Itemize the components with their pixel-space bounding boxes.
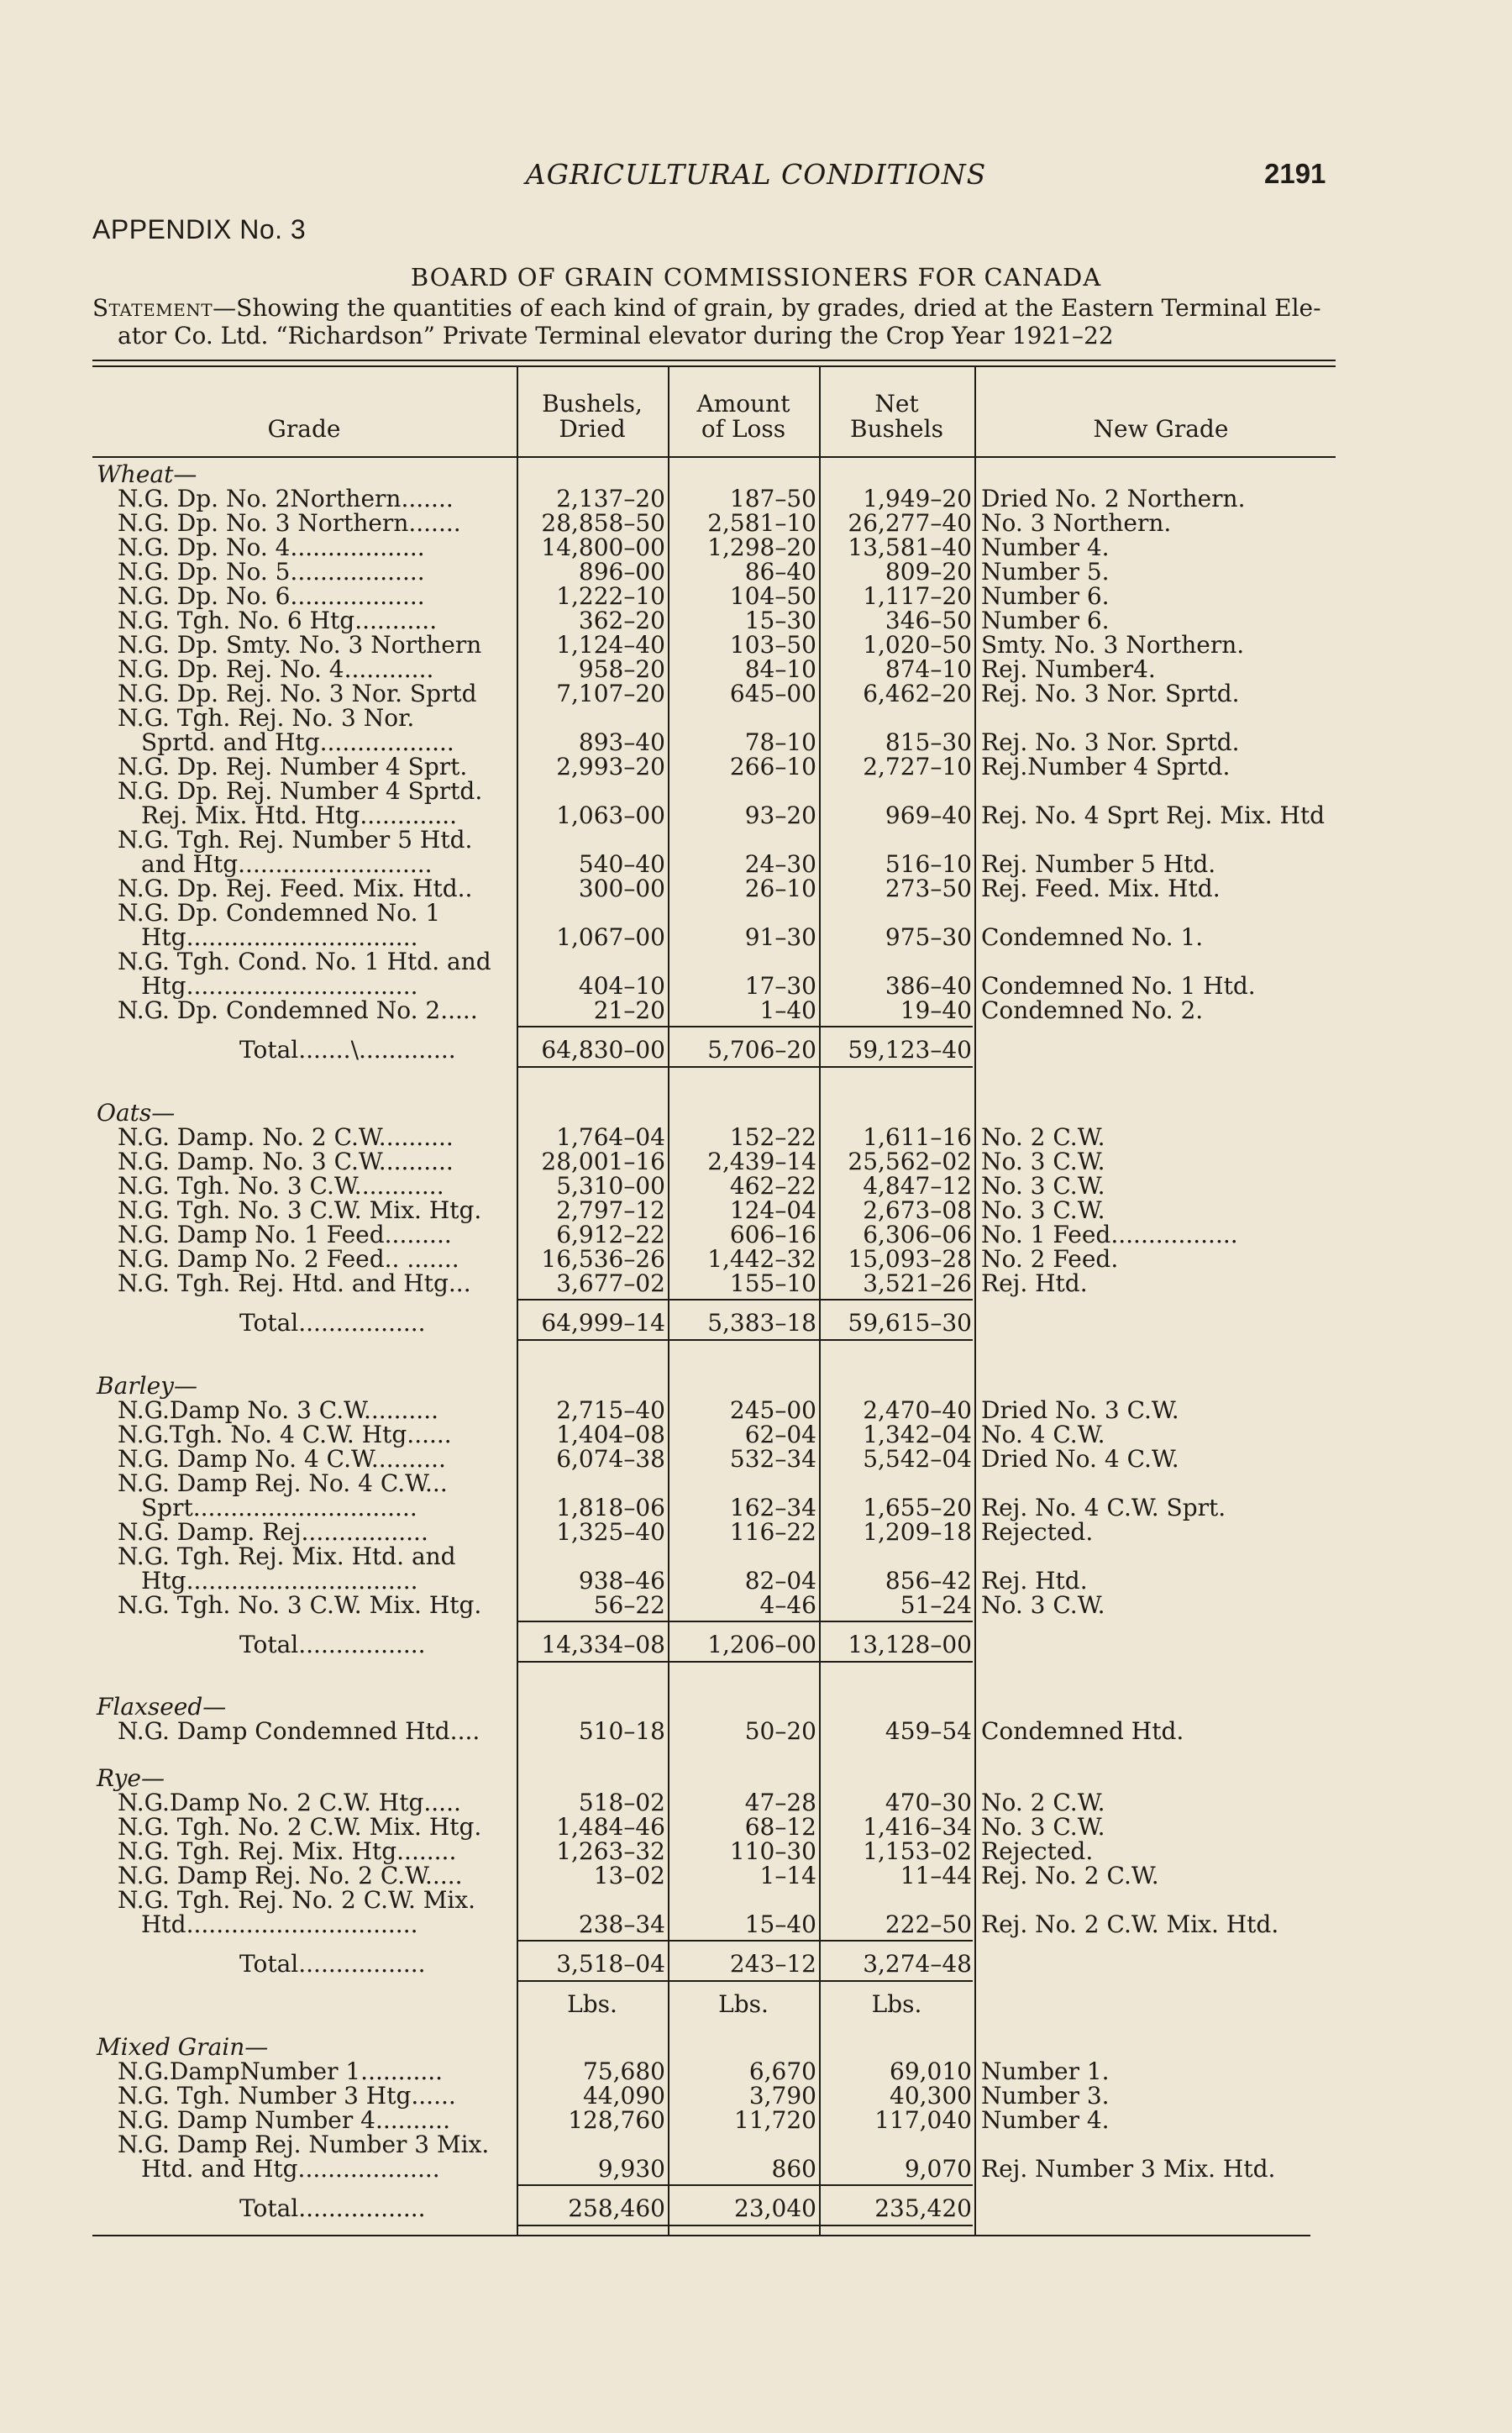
unit-label-net: Lbs. bbox=[871, 1990, 922, 2018]
bushels-dried-value: 300–00 bbox=[578, 875, 665, 902]
new-grade-value: No. 2 C.W. bbox=[981, 1123, 1105, 1151]
bushels-dried-value: 28,858–50 bbox=[541, 509, 665, 537]
grade-name-continued: Rej. Mix. Htd. Htg............. bbox=[141, 801, 458, 829]
grade-name: N.G. Dp. Rej. No. 3 Nor. Sprtd bbox=[118, 680, 477, 707]
new-grade-value: Condemned Htd. bbox=[981, 1717, 1184, 1745]
amount-loss-value: 26–10 bbox=[744, 875, 816, 902]
net-bushels-value: 346–50 bbox=[885, 607, 972, 634]
bushels-dried-value: 938–46 bbox=[578, 1567, 665, 1595]
amount-loss-value: 78–10 bbox=[744, 728, 816, 756]
bushels-dried-value: 1,263–32 bbox=[556, 1837, 665, 1865]
new-grade-value: No. 3 C.W. bbox=[981, 1813, 1105, 1841]
amount-loss-value: 11,720 bbox=[734, 2106, 816, 2134]
grade-name: N.G. Tgh. Rej. No. 3 Nor. bbox=[118, 704, 415, 732]
amount-loss-value: 2,581–10 bbox=[707, 509, 816, 537]
net-bushels-value: 1,209–18 bbox=[863, 1518, 972, 1546]
oats-total-rule bbox=[518, 1299, 973, 1301]
net-bushels-value: 117,040 bbox=[874, 2106, 972, 2134]
unit-label-dried: Lbs. bbox=[567, 1990, 617, 2018]
grade-name: N.G. Damp. Rej................. bbox=[118, 1518, 428, 1546]
amount-loss-value: 1,298–20 bbox=[707, 533, 816, 561]
new-grade-value: Rej. Htd. bbox=[981, 1269, 1088, 1297]
bushels-dried-value: 9,930 bbox=[597, 2155, 665, 2183]
amount-loss-value: 84–10 bbox=[744, 655, 816, 683]
grade-name: N.G. Damp No. 1 Feed......... bbox=[118, 1221, 452, 1248]
new-grade-value: Rej. No. 4 C.W. Sprt. bbox=[981, 1494, 1226, 1521]
net-bushels-value: 1,949–20 bbox=[863, 485, 972, 512]
net-bushels-value: 874–10 bbox=[885, 655, 972, 683]
grade-name: N.G. Tgh. Rej. No. 2 C.W. Mix. bbox=[118, 1886, 476, 1914]
wheat-total-bottom-rule bbox=[518, 1066, 973, 1068]
bushels-dried-value: 128,760 bbox=[568, 2106, 665, 2134]
amount-loss-value: 3,790 bbox=[748, 2082, 816, 2110]
amount-loss-value: 103–50 bbox=[729, 631, 816, 659]
bushels-dried-value: 1,067–00 bbox=[556, 923, 665, 951]
statement-caption bbox=[92, 294, 1344, 349]
wheat-total-label: Total.......\............. bbox=[239, 1036, 456, 1064]
bushels-dried-value: 1,818–06 bbox=[556, 1494, 665, 1521]
amount-loss-value: 645–00 bbox=[729, 680, 816, 707]
mixed-total-loss: 23,040 bbox=[734, 2194, 816, 2222]
grade-name-continued: and Htg.......................... bbox=[141, 850, 433, 878]
grade-name: N.G. Tgh. No. 3 C.W............ bbox=[118, 1172, 444, 1200]
bushels-dried-value: 2,993–20 bbox=[556, 753, 665, 780]
net-bushels-value: 273–50 bbox=[885, 875, 972, 902]
table-bottom-rule bbox=[92, 2235, 1310, 2236]
new-grade-value: Rej. No. 3 Nor. Sprtd. bbox=[981, 680, 1240, 707]
bushels-dried-value: 1,124–40 bbox=[556, 631, 665, 659]
grade-name: N.G.Damp No. 2 C.W. Htg..... bbox=[118, 1789, 461, 1816]
new-grade-value: Rej.Number 4 Sprtd. bbox=[981, 753, 1231, 780]
grade-name: N.G. Tgh. No. 3 C.W. Mix. Htg. bbox=[118, 1196, 482, 1224]
new-grade-value: No. 3 Northern. bbox=[981, 509, 1172, 537]
grade-name: N.G. Tgh. No. 3 C.W. Mix. Htg. bbox=[118, 1591, 482, 1619]
wheat-section-heading: Wheat— bbox=[97, 460, 197, 488]
amount-loss-value: 152–22 bbox=[729, 1123, 816, 1151]
amount-loss-value: 532–34 bbox=[729, 1445, 816, 1473]
net-bushels-header bbox=[821, 391, 973, 442]
new-grade-value: Condemned No. 1. bbox=[981, 923, 1204, 951]
bushels-dried-value: 16,536–26 bbox=[541, 1245, 665, 1273]
bushels-dried-value: 56–22 bbox=[593, 1591, 665, 1619]
grade-name: N.G. Dp. No. 3 Northern....... bbox=[118, 509, 461, 537]
net-bushels-header-line-1: Net bbox=[874, 390, 919, 418]
grade-name: N.G. Damp. No. 2 C.W.......... bbox=[118, 1123, 454, 1151]
net-bushels-value: 51–24 bbox=[900, 1591, 972, 1619]
grade-name-continued: Sprt.............................. bbox=[141, 1494, 417, 1521]
new-grade-value: Number 4. bbox=[981, 533, 1110, 561]
net-bushels-value: 975–30 bbox=[885, 923, 972, 951]
amount-loss-value: 24–30 bbox=[744, 850, 816, 878]
net-bushels-value: 470–30 bbox=[885, 1789, 972, 1816]
net-bushels-value: 5,542–04 bbox=[863, 1445, 972, 1473]
grade-name: N.G. Damp Number 4.......... bbox=[118, 2106, 450, 2134]
grade-name: N.G. Damp Rej. No. 2 C.W..... bbox=[118, 1862, 463, 1889]
bushels-dried-value: 44,090 bbox=[583, 2082, 665, 2110]
net-bushels-header-line-2: Bushels bbox=[850, 415, 943, 443]
net-bushels-value: 1,153–02 bbox=[863, 1837, 972, 1865]
amount-loss-value: 82–04 bbox=[744, 1567, 816, 1595]
unit-label-loss: Lbs. bbox=[718, 1990, 769, 2018]
oats-total-label: Total................. bbox=[239, 1309, 426, 1337]
oats-section-heading: Oats— bbox=[97, 1099, 176, 1127]
amount-loss-value: 15–30 bbox=[744, 607, 816, 634]
amount-loss-value: 4–46 bbox=[759, 1591, 816, 1619]
amount-loss-value: 155–10 bbox=[729, 1269, 816, 1297]
oats-total-bottom-rule bbox=[518, 1339, 973, 1341]
grade-column-header: Grade bbox=[267, 415, 341, 443]
grade-name: N.G. Tgh. Rej. Mix. Htg........ bbox=[118, 1837, 457, 1865]
grade-name: N.G. Damp Rej. No. 4 C.W... bbox=[118, 1469, 448, 1497]
grade-name: N.G. Damp No. 2 Feed.. ....... bbox=[118, 1245, 459, 1273]
new-grade-value: Rejected. bbox=[981, 1518, 1094, 1546]
net-bushels-value: 9,070 bbox=[904, 2155, 972, 2183]
bushels-dried-value: 28,001–16 bbox=[541, 1148, 665, 1175]
barley-total-net: 13,128–00 bbox=[848, 1631, 972, 1658]
rye-total-label: Total................. bbox=[239, 1950, 426, 1978]
new-grade-value: No. 3 C.W. bbox=[981, 1172, 1105, 1200]
statement-lead: Statement bbox=[92, 294, 213, 322]
appendix-label: APPENDIX No. 3 bbox=[92, 214, 307, 244]
table-top-rule bbox=[92, 360, 1336, 361]
amount-loss-header-line-1: Amount bbox=[696, 390, 790, 418]
amount-loss-value: 606–16 bbox=[729, 1221, 816, 1248]
running-title: AGRICULTURAL CONDITIONS bbox=[525, 158, 987, 191]
mixed-total-net: 235,420 bbox=[874, 2194, 972, 2222]
new-grade-value: No. 3 C.W. bbox=[981, 1591, 1105, 1619]
bushels-dried-value: 14,800–00 bbox=[541, 533, 665, 561]
bushels-dried-value: 5,310–00 bbox=[556, 1172, 665, 1200]
new-grade-value: Rej. Number4. bbox=[981, 655, 1156, 683]
statement-line-2: ator Co. Ltd. “Richardson” Private Terminal elevator during the Crop Year 1921–22 bbox=[118, 322, 1114, 349]
new-grade-value: Smty. No. 3 Northern. bbox=[981, 631, 1245, 659]
rye-total-dried: 3,518–04 bbox=[556, 1950, 665, 1978]
oats-total-dried: 64,999–14 bbox=[541, 1309, 665, 1337]
amount-loss-value: 1–14 bbox=[759, 1862, 816, 1889]
bushels-dried-value: 75,680 bbox=[583, 2057, 665, 2085]
mixed-total-rule bbox=[518, 2184, 973, 2186]
barley-total-rule bbox=[518, 1621, 973, 1622]
net-bushels-value: 6,462–20 bbox=[863, 680, 972, 707]
board-title: BOARD OF GRAIN COMMISSIONERS FOR CANADA bbox=[410, 263, 1102, 292]
new-grade-value: No. 3 C.W. bbox=[981, 1196, 1105, 1224]
new-grade-header: New Grade bbox=[1093, 415, 1229, 443]
net-bushels-value: 1,342–04 bbox=[863, 1421, 972, 1448]
new-grade-value: Number 6. bbox=[981, 607, 1110, 634]
grade-name: N.G. Tgh. Rej. Htd. and Htg... bbox=[118, 1269, 471, 1297]
net-bushels-value: 1,020–50 bbox=[863, 631, 972, 659]
new-grade-value: Rej. No. 2 C.W. Mix. Htd. bbox=[981, 1910, 1279, 1938]
bushels-dried-value: 1,404–08 bbox=[556, 1421, 665, 1448]
rye-total-net: 3,274–48 bbox=[863, 1950, 972, 1978]
new-grade-value: No. 3 C.W. bbox=[981, 1148, 1105, 1175]
bushels-dried-value: 893–40 bbox=[578, 728, 665, 756]
bushels-dried-header-line-2: Dried bbox=[559, 415, 626, 443]
new-grade-value: Dried No. 4 C.W. bbox=[981, 1445, 1179, 1473]
column-divider-4 bbox=[974, 367, 976, 2235]
new-grade-value: No. 1 Feed................. bbox=[981, 1221, 1238, 1248]
barley-section-heading: Barley— bbox=[97, 1372, 197, 1400]
new-grade-value: Dried No. 2 Northern. bbox=[981, 485, 1246, 512]
amount-loss-header-line-2: of Loss bbox=[701, 415, 786, 443]
grade-name: N.G. Dp. No. 5.................. bbox=[118, 558, 425, 586]
grade-name: N.G. Tgh. Number 3 Htg...... bbox=[118, 2082, 456, 2110]
new-grade-value: Rej. No. 3 Nor. Sprtd. bbox=[981, 728, 1240, 756]
bushels-dried-value: 1,222–10 bbox=[556, 582, 665, 610]
grade-name: N.G. Tgh. Rej. Mix. Htd. and bbox=[118, 1542, 456, 1570]
net-bushels-value: 2,727–10 bbox=[863, 753, 972, 780]
rye-section-heading: Rye— bbox=[97, 1764, 165, 1792]
bushels-dried-value: 6,912–22 bbox=[556, 1221, 665, 1248]
bushels-dried-header bbox=[518, 391, 666, 442]
amount-loss-value: 162–34 bbox=[729, 1494, 816, 1521]
net-bushels-value: 15,093–28 bbox=[848, 1245, 972, 1273]
bushels-dried-value: 1,325–40 bbox=[556, 1518, 665, 1546]
grade-name-continued: Htg............................... bbox=[141, 1567, 418, 1595]
net-bushels-value: 1,611–16 bbox=[863, 1123, 972, 1151]
net-bushels-value: 459–54 bbox=[885, 1717, 972, 1745]
grade-name: N.G. Tgh. Cond. No. 1 Htd. and bbox=[118, 948, 491, 975]
new-grade-value: Condemned No. 2. bbox=[981, 996, 1204, 1024]
net-bushels-value: 26,277–40 bbox=[848, 509, 972, 537]
net-bushels-value: 2,673–08 bbox=[863, 1196, 972, 1224]
amount-loss-value: 6,670 bbox=[748, 2057, 816, 2085]
grade-name-continued: Htd. and Htg................... bbox=[141, 2155, 440, 2183]
new-grade-value: No. 4 C.W. bbox=[981, 1421, 1105, 1448]
new-grade-value: Number 4. bbox=[981, 2106, 1110, 2134]
flaxseed-section-heading: Flaxseed— bbox=[97, 1693, 227, 1721]
grade-name: N.G. Dp. No. 6.................. bbox=[118, 582, 425, 610]
grade-name: N.G.Tgh. No. 4 C.W. Htg...... bbox=[118, 1421, 452, 1448]
rye-total-rule bbox=[518, 1940, 973, 1942]
amount-loss-value: 68–12 bbox=[744, 1813, 816, 1841]
header-bottom-rule bbox=[92, 456, 1336, 458]
amount-loss-value: 93–20 bbox=[744, 801, 816, 829]
net-bushels-value: 4,847–12 bbox=[863, 1172, 972, 1200]
amount-loss-value: 62–04 bbox=[744, 1421, 816, 1448]
amount-loss-value: 15–40 bbox=[744, 1910, 816, 1938]
bushels-dried-value: 896–00 bbox=[578, 558, 665, 586]
mixed-total-bottom-rule bbox=[518, 2225, 973, 2226]
net-bushels-value: 25,562–02 bbox=[848, 1148, 972, 1175]
grade-name-continued: Htd............................... bbox=[141, 1910, 418, 1938]
net-bushels-value: 6,306–06 bbox=[863, 1221, 972, 1248]
bushels-dried-value: 1,063–00 bbox=[556, 801, 665, 829]
grade-name: N.G. Tgh. No. 2 C.W. Mix. Htg. bbox=[118, 1813, 482, 1841]
amount-loss-value: 245–00 bbox=[729, 1396, 816, 1424]
net-bushels-value: 11–44 bbox=[900, 1862, 972, 1889]
amount-loss-value: 110–30 bbox=[729, 1837, 816, 1865]
bushels-dried-value: 1,484–46 bbox=[556, 1813, 665, 1841]
grade-name: N.G.Damp No. 3 C.W.......... bbox=[118, 1396, 438, 1424]
bushels-dried-value: 21–20 bbox=[593, 996, 665, 1024]
new-grade-value: Rej. No. 2 C.W. bbox=[981, 1862, 1159, 1889]
net-bushels-value: 222–50 bbox=[885, 1910, 972, 1938]
table-top-rule-2 bbox=[92, 365, 1336, 367]
amount-loss-value: 1–40 bbox=[759, 996, 816, 1024]
page-number: 2191 bbox=[1264, 158, 1326, 189]
net-bushels-value: 809–20 bbox=[885, 558, 972, 586]
net-bushels-value: 1,117–20 bbox=[863, 582, 972, 610]
net-bushels-value: 40,300 bbox=[890, 2082, 972, 2110]
barley-total-dried: 14,334–08 bbox=[541, 1631, 665, 1658]
amount-loss-value: 91–30 bbox=[744, 923, 816, 951]
bushels-dried-value: 7,107–20 bbox=[556, 680, 665, 707]
amount-loss-value: 104–50 bbox=[729, 582, 816, 610]
bushels-dried-value: 1,764–04 bbox=[556, 1123, 665, 1151]
rye-total-loss: 243–12 bbox=[729, 1950, 816, 1978]
amount-loss-value: 860 bbox=[771, 2155, 816, 2183]
bushels-dried-value: 510–18 bbox=[578, 1717, 665, 1745]
grade-name: N.G. Dp. Condemned No. 1 bbox=[118, 899, 441, 927]
grade-name-continued: Htg............................... bbox=[141, 923, 418, 951]
bushels-dried-value: 958–20 bbox=[578, 655, 665, 683]
amount-loss-value: 47–28 bbox=[744, 1789, 816, 1816]
amount-loss-value: 116–22 bbox=[729, 1518, 816, 1546]
bushels-dried-value: 2,715–40 bbox=[556, 1396, 665, 1424]
new-grade-value: Rej. No. 4 Sprt Rej. Mix. Htd bbox=[981, 801, 1326, 829]
wheat-total-dried: 64,830–00 bbox=[541, 1036, 665, 1064]
grade-name-continued: Htg............................... bbox=[141, 972, 418, 1000]
new-grade-value: Rej. Feed. Mix. Htd. bbox=[981, 875, 1221, 902]
grade-name-continued: Sprtd. and Htg.................. bbox=[141, 728, 454, 756]
new-grade-value: Number 5. bbox=[981, 558, 1110, 586]
grade-name: N.G. Damp No. 4 C.W.......... bbox=[118, 1445, 446, 1473]
amount-loss-value: 462–22 bbox=[729, 1172, 816, 1200]
amount-loss-value: 1,442–32 bbox=[707, 1245, 816, 1273]
amount-loss-value: 187–50 bbox=[729, 485, 816, 512]
grade-name: N.G. Damp Condemned Htd.... bbox=[118, 1717, 480, 1745]
bushels-dried-value: 362–20 bbox=[578, 607, 665, 634]
grade-name: N.G. Dp. Condemned No. 2..... bbox=[118, 996, 478, 1024]
net-bushels-value: 1,655–20 bbox=[863, 1494, 972, 1521]
bushels-dried-value: 540–40 bbox=[578, 850, 665, 878]
bushels-dried-value: 2,137–20 bbox=[556, 485, 665, 512]
amount-loss-value: 124–04 bbox=[729, 1196, 816, 1224]
bushels-dried-value: 6,074–38 bbox=[556, 1445, 665, 1473]
wheat-total-loss: 5,706–20 bbox=[707, 1036, 816, 1064]
net-bushels-value: 19–40 bbox=[900, 996, 972, 1024]
net-bushels-value: 386–40 bbox=[885, 972, 972, 1000]
new-grade-value: Rej. Htd. bbox=[981, 1567, 1088, 1595]
grade-name: N.G. Dp. Rej. No. 4............ bbox=[118, 655, 434, 683]
amount-loss-header bbox=[669, 391, 817, 442]
statement-line-1: —Showing the quantities of each kind of grain, by grades, dried at the Eastern Terminal Ele- bbox=[213, 294, 1321, 322]
amount-loss-value: 266–10 bbox=[729, 753, 816, 780]
new-grade-value: Rej. Number 3 Mix. Htd. bbox=[981, 2155, 1276, 2183]
bushels-dried-value: 404–10 bbox=[578, 972, 665, 1000]
amount-loss-value: 86–40 bbox=[744, 558, 816, 586]
new-grade-value: Rej. Number 5 Htd. bbox=[981, 850, 1216, 878]
bushels-dried-header-line-1: Bushels, bbox=[542, 390, 643, 418]
barley-total-bottom-rule bbox=[518, 1661, 973, 1663]
oats-total-loss: 5,383–18 bbox=[707, 1309, 816, 1337]
bushels-dried-value: 238–34 bbox=[578, 1910, 665, 1938]
grade-name: N.G. Tgh. No. 6 Htg........... bbox=[118, 607, 438, 634]
wheat-total-rule bbox=[518, 1026, 973, 1027]
net-bushels-value: 1,416–34 bbox=[863, 1813, 972, 1841]
bushels-dried-value: 2,797–12 bbox=[556, 1196, 665, 1224]
net-bushels-value: 69,010 bbox=[890, 2057, 972, 2085]
rye-total-bottom-rule bbox=[518, 1980, 973, 1982]
amount-loss-value: 2,439–14 bbox=[707, 1148, 816, 1175]
oats-total-net: 59,615–30 bbox=[848, 1309, 972, 1337]
grade-name: N.G.DampNumber 1........... bbox=[118, 2057, 444, 2085]
bushels-dried-value: 518–02 bbox=[578, 1789, 665, 1816]
net-bushels-value: 516–10 bbox=[885, 850, 972, 878]
new-grade-value: No. 2 Feed. bbox=[981, 1245, 1119, 1273]
mixed-section-heading: Mixed Grain— bbox=[97, 2033, 269, 2061]
bushels-dried-value: 3,677–02 bbox=[556, 1269, 665, 1297]
grade-name: N.G. Damp. No. 3 C.W.......... bbox=[118, 1148, 454, 1175]
new-grade-value: Condemned No. 1 Htd. bbox=[981, 972, 1256, 1000]
grade-name: N.G. Dp. Rej. Feed. Mix. Htd.. bbox=[118, 875, 473, 902]
new-grade-value: Dried No. 3 C.W. bbox=[981, 1396, 1179, 1424]
wheat-total-net: 59,123–40 bbox=[848, 1036, 972, 1064]
mixed-total-label: Total................. bbox=[239, 2194, 426, 2222]
net-bushels-value: 13,581–40 bbox=[848, 533, 972, 561]
grade-name: N.G. Tgh. Rej. Number 5 Htd. bbox=[118, 826, 473, 854]
new-grade-value: Number 6. bbox=[981, 582, 1110, 610]
amount-loss-value: 50–20 bbox=[744, 1717, 816, 1745]
barley-total-label: Total................. bbox=[239, 1631, 426, 1658]
net-bushels-value: 815–30 bbox=[885, 728, 972, 756]
amount-loss-value: 17–30 bbox=[744, 972, 816, 1000]
new-grade-value: Rejected. bbox=[981, 1837, 1094, 1865]
new-grade-value: Number 1. bbox=[981, 2057, 1110, 2085]
grade-name: N.G. Dp. No. 4.................. bbox=[118, 533, 425, 561]
bushels-dried-value: 13–02 bbox=[593, 1862, 665, 1889]
net-bushels-value: 856–42 bbox=[885, 1567, 972, 1595]
mixed-total-dried: 258,460 bbox=[568, 2194, 665, 2222]
grade-name: N.G. Damp Rej. Number 3 Mix. bbox=[118, 2131, 490, 2158]
new-grade-value: Number 3. bbox=[981, 2082, 1110, 2110]
grade-name: N.G. Dp. No. 2Northern....... bbox=[118, 485, 454, 512]
grade-name: N.G. Dp. Rej. Number 4 Sprt. bbox=[118, 753, 468, 780]
net-bushels-value: 3,521–26 bbox=[863, 1269, 972, 1297]
new-grade-value: No. 2 C.W. bbox=[981, 1789, 1105, 1816]
barley-total-loss: 1,206–00 bbox=[707, 1631, 816, 1658]
net-bushels-value: 969–40 bbox=[885, 801, 972, 829]
net-bushels-value: 2,470–40 bbox=[863, 1396, 972, 1424]
grade-name: N.G. Dp. Rej. Number 4 Sprtd. bbox=[118, 777, 483, 805]
grade-name: N.G. Dp. Smty. No. 3 Northern bbox=[118, 631, 482, 659]
